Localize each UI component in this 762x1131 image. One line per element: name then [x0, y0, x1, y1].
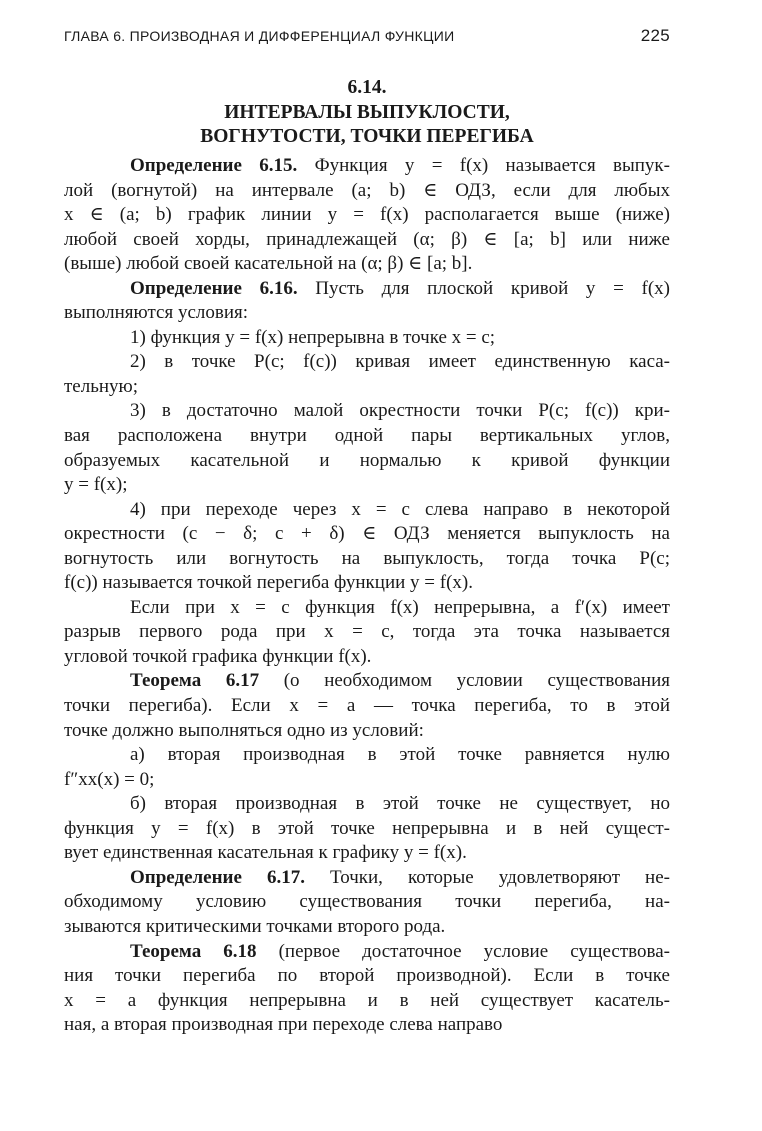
- bold-term: Определение 6.17.: [130, 866, 305, 888]
- text-line: [64, 841, 670, 866]
- text-line: [64, 449, 670, 474]
- corner-point-paragraph: [64, 596, 670, 670]
- line-text: а) вторая производная в этой точке равняется нулю: [130, 744, 670, 766]
- line-text: x = a функция непрерывна и в ней существует касатель-: [64, 989, 670, 1011]
- text-line: [64, 473, 670, 498]
- text-line: [64, 498, 670, 523]
- page-header: [64, 24, 670, 48]
- line-text: 4) при переходе через x = c слева направо в некоторой: [130, 498, 670, 520]
- text-line: [64, 866, 670, 891]
- text-line: [64, 890, 670, 915]
- running-title: ГЛАВА 6. ПРОИЗВОДНАЯ И ДИФФЕРЕНЦИАЛ ФУНКЦИИ: [64, 28, 455, 44]
- definition-6-16: [64, 277, 670, 326]
- text-line: [64, 645, 670, 670]
- definition-6-17: [64, 866, 670, 940]
- line-text: точки перегиба). Если x = a — точка перегиба, то в этой: [64, 695, 670, 717]
- text-line: [64, 940, 670, 965]
- text-line: [64, 669, 670, 694]
- theorem-6-17-case-b: [64, 792, 670, 866]
- text-line: [64, 719, 670, 744]
- text-line: [64, 571, 670, 596]
- text-line: [64, 915, 670, 940]
- condition-1: [64, 326, 670, 351]
- line-text: (первое достаточное условие существова-: [256, 940, 670, 962]
- bold-term: Теорема 6.17: [130, 670, 260, 692]
- line-text: разрыв первого рода при x = c, тогда эта точка называется: [64, 621, 670, 643]
- theorem-6-17-case-a: [64, 743, 670, 792]
- text-line: [64, 228, 670, 253]
- line-text: Если при x = c функция f(x) непрерывна, а f′(x) имеет: [130, 596, 670, 618]
- bold-term: Определение 6.15.: [130, 155, 298, 176]
- text-line: [64, 1013, 670, 1038]
- line-text: (о необходимом условии существования: [259, 670, 670, 692]
- condition-2: [64, 350, 670, 399]
- line-text: 3) в достаточно малой окрестности точки P(c; f(c)) кри-: [130, 400, 670, 422]
- theorem-6-18: [64, 940, 670, 1038]
- line-text: обходимому условию существования точки перегиба, на-: [64, 891, 670, 913]
- line-text: Пусть для плоской кривой y = f(x): [297, 277, 670, 299]
- section-title-line-2: ВОГНУТОСТИ, ТОЧКИ ПЕРЕГИБА: [200, 126, 534, 147]
- text-line: [64, 620, 670, 645]
- condition-4: [64, 498, 670, 596]
- text-line: [64, 252, 670, 277]
- bold-term: Теорема 6.18: [130, 940, 257, 962]
- text-line: [64, 203, 670, 228]
- line-text: вая расположена внутри одной пары вертикальных углов,: [64, 425, 670, 447]
- line-text: Точки, которые удовлетворяют не-: [304, 866, 670, 888]
- text-line: [64, 964, 670, 989]
- definition-6-15: [64, 154, 670, 277]
- line-text: зываются критическими точками второго рода.: [64, 915, 446, 937]
- line-text: функция y = f(x) в этой точке непрерывна и в ней сущест-: [64, 817, 670, 839]
- text-line: [64, 375, 670, 400]
- condition-3: [64, 399, 670, 497]
- section-title-line-1: ИНТЕРВАЛЫ ВЫПУКЛОСТИ,: [224, 101, 510, 123]
- line-text: (выше) любой своей касательной на (α; β) ∈ [a; b].: [64, 253, 473, 275]
- line-text: x ∈ (a; b) график линии y = f(x) располагается выше (ниже): [64, 204, 670, 226]
- line-text: лой (вогнутой) на интервале (a; b) ∈ ОДЗ, если для любых: [64, 179, 670, 201]
- line-text: f(c)) называется точкой перегиба функции y = f(x).: [64, 572, 473, 594]
- text-line: [64, 694, 670, 719]
- theorem-6-17: [64, 669, 670, 743]
- text-line: [64, 301, 670, 326]
- text-line: [64, 179, 670, 204]
- line-text: ния точки перегиба по второй производной). Если в точке: [64, 965, 670, 987]
- line-text: y = f(x);: [64, 474, 128, 496]
- text-line: [64, 154, 670, 179]
- text-line: [64, 768, 670, 793]
- text-line: [64, 350, 670, 375]
- text-line: [64, 326, 670, 351]
- section-heading: [64, 76, 670, 150]
- line-text: 2) в точке P(c; f(c)) кривая имеет единственную каса-: [130, 351, 670, 373]
- line-text: 1) функция y = f(x) непрерывна в точке x = c;: [130, 326, 496, 348]
- line-text: выполняются условия:: [64, 302, 249, 324]
- text-line: [64, 596, 670, 621]
- line-text: вует единственная касательная к графику y = f(x).: [64, 842, 467, 864]
- line-text: ная, а вторая производная при переходе слева направо: [64, 1014, 503, 1036]
- page-number: 225: [640, 26, 670, 45]
- line-text: окрестности (c − δ; c + δ) ∈ ОДЗ меняется выпуклость на: [64, 523, 670, 545]
- line-text: б) вторая производная в этой точке не существует, но: [130, 793, 670, 815]
- bold-term: Определение 6.16.: [130, 277, 298, 299]
- section-number: 6.14.: [347, 77, 387, 98]
- line-text: Функция y = f(x) называется выпук-: [297, 155, 670, 176]
- text-line: [64, 277, 670, 302]
- text-line: [64, 792, 670, 817]
- line-text: f″xx(x) = 0;: [64, 768, 155, 790]
- body-text: [64, 154, 670, 1038]
- text-line: [64, 424, 670, 449]
- line-text: любой своей хорды, принадлежащей (α; β) ∈ [a; b] или ниже: [64, 228, 670, 250]
- line-text: точке должно выполняться одно из условий:: [64, 719, 424, 741]
- text-line: [64, 399, 670, 424]
- line-text: угловой точкой графика функции f(x).: [64, 645, 372, 667]
- line-text: образуемых касательной и нормалью к кривой функции: [64, 449, 670, 471]
- text-line: [64, 989, 670, 1014]
- text-line: [64, 817, 670, 842]
- line-text: тельную;: [64, 375, 139, 397]
- line-text: вогнутость или вогнутость на выпуклость, тогда точка P(c;: [64, 547, 670, 569]
- text-line: [64, 522, 670, 547]
- text-line: [64, 743, 670, 768]
- text-line: [64, 547, 670, 572]
